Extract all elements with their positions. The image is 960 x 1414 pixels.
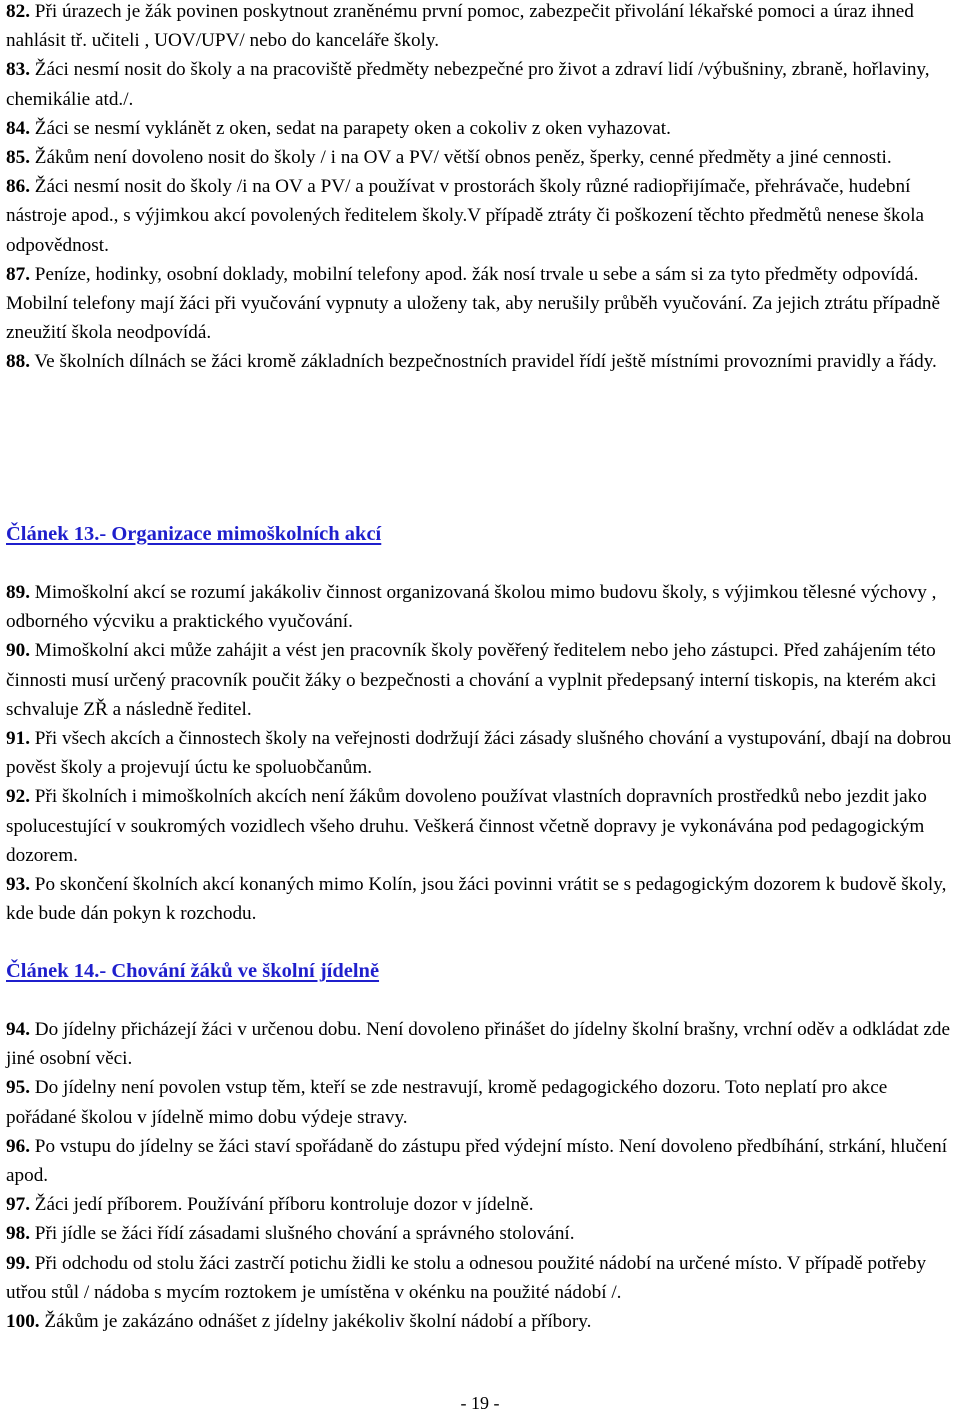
rule-paragraph <box>0 1015 960 1073</box>
rule-paragraph <box>0 1249 960 1307</box>
rule-number: 90. <box>6 640 30 662</box>
rule-paragraph <box>0 114 960 143</box>
rules-block-13 <box>0 578 960 928</box>
heading-13-text: Článek 13.- Organizace mimoškolních akcí <box>6 523 382 545</box>
rule-number: 98. <box>6 1223 30 1245</box>
rule-text: Při všech akcích a činnostech školy na veřejnosti dodržují žáci zásady slušného chování a vystupování, dbají na dobrou pověst školy a projevují úctu ke spoluobčanům. <box>6 728 952 779</box>
rule-text: Při odchodu od stolu žáci zastrčí potichu židli ke stolu a odnesou použité nádobí na určené místo. V případě potřeby utřou stůl / nádoba s mycím roztokem je umístěna v okénku na použité nádobí /. <box>6 1252 927 1303</box>
rule-text: Do jídelny přicházejí žáci v určenou dobu. Není dovoleno přinášet do jídelny školní brašny, vrchní oděv a odkládat zde jiné osobní věci. <box>6 1019 951 1070</box>
rule-text: Po skončení školních akcí konaných mimo Kolín, jsou žáci povinni vrátit se s pedagogickým dozorem k budově školy, kde bude dán pokyn k rozchodu. <box>6 874 947 925</box>
rule-paragraph <box>0 636 960 724</box>
rule-number: 97. <box>6 1194 30 1216</box>
rule-text: Peníze, hodinky, osobní doklady, mobilní telefony apod. žák nosí trvale u sebe a sám si za tyto předměty odpovídá. Mobilní telefony mají žáci při vyučování vypnuty a uloženy tak, aby nerušily průběh vyučování. Za jejich ztrátu případně zneužití škola neodpovídá. <box>6 263 941 344</box>
rule-text: Při školních i mimoškolních akcích není žákům dovoleno používat vlastních dopravních prostředků nebo jezdit jako spolucestující v soukromých vozidlech všeho druhu. Veškerá činnost včetně dopravy je vykonávána pod pedagogickým dozorem. <box>6 786 927 866</box>
rule-number: 82. <box>6 1 30 22</box>
rule-paragraph <box>0 1132 960 1190</box>
rule-paragraph <box>0 0 960 55</box>
rule-paragraph <box>0 347 960 376</box>
rule-paragraph <box>0 55 960 113</box>
rule-number: 91. <box>6 728 30 750</box>
rule-number: 85. <box>6 147 30 169</box>
rule-number: 95. <box>6 1077 30 1099</box>
rule-paragraph <box>0 143 960 172</box>
section-heading-13 <box>0 520 960 549</box>
rule-paragraph <box>0 172 960 260</box>
rule-text: Při úrazech je žák povinen poskytnout zraněnému první pomoc, zabezpečit přivolání lékařské pomoci a úraz ihned nahlásit tř. učiteli , UOV/UPV/ nebo do kanceláře školy. <box>6 1 914 52</box>
rule-number: 88. <box>6 351 30 373</box>
section-heading-14 <box>0 957 960 986</box>
rule-paragraph <box>0 1307 960 1336</box>
rule-text: Žáci nesmí nosit do školy /i na OV a PV/ a používat v prostorách školy různé radiopřijímače, přehrávače, hudební nástroje apod., s výjimkou akcí povolených ředitelem školy.V případě ztráty či poškození těchto předmětů nenese škola odpovědnost. <box>6 176 925 256</box>
rule-text: Mimoškolní akcí se rozumí jakákoliv činnost organizovaná školou mimo budovu školy, s výjimkou tělesné výchovy , odborného výcviku a praktického vyučování. <box>6 582 937 633</box>
rule-paragraph <box>0 1219 960 1248</box>
rule-paragraph <box>0 782 960 870</box>
rule-text: Po vstupu do jídelny se žáci staví spořádaně do zástupu před výdejní místo. Není dovoleno předbíhání, strkání, hlučení apod. <box>6 1135 948 1187</box>
rules-block-top <box>0 0 960 377</box>
rule-number: 89. <box>6 582 30 603</box>
rule-number: 92. <box>6 786 30 808</box>
rule-number: 99. <box>6 1252 30 1274</box>
rule-text: Žákům je zakázáno odnášet z jídelny jakékoliv školní nádobí a příbory. <box>39 1311 592 1333</box>
rule-number: 100. <box>6 1311 40 1333</box>
rule-number: 96. <box>6 1135 30 1157</box>
page-number: - 19 - <box>460 1393 500 1413</box>
rule-text: Do jídelny není povolen vstup těm, kteří se zde nestravují, kromě pedagogického dozoru. Toto neplatí pro akce pořádané školou v jídelně mimo dobu výdeje stravy. <box>6 1077 888 1128</box>
rule-paragraph <box>0 1190 960 1219</box>
rule-number: 93. <box>6 874 30 896</box>
rule-paragraph <box>0 1073 960 1131</box>
rule-text: Mimoškolní akci může zahájit a vést jen pracovník školy pověřený ředitelem nebo jeho zástupci. Před zahájením této činnosti musí určený pracovník poučit žáky o bezpečnosti a chování a vyplnit předepsaný interní tiskopis, na kterém akci schvaluje ZŘ a následně ředitel. <box>6 640 937 720</box>
rule-number: 87. <box>6 263 30 285</box>
rule-paragraph <box>0 578 960 636</box>
rule-text: Při jídle se žáci řídí zásadami slušného chování a správného stolování. <box>29 1223 575 1245</box>
rule-number: 86. <box>6 176 30 198</box>
rule-text: Žáci se nesmí vyklánět z oken, sedat na parapety oken a cokoliv z oken vyhazovat. <box>29 117 671 139</box>
rules-block-14 <box>0 1015 960 1336</box>
rule-text: Žáci nesmí nosit do školy a na pracoviště předměty nebezpečné pro život a zdraví lidí /výbušniny, zbraně, hořlaviny, chemikálie atd./. <box>6 59 930 110</box>
rule-number: 83. <box>6 59 30 81</box>
rule-text: Ve školních dílnách se žáci kromě základních bezpečnostních pravidel řídí ještě místními provozními pravidly a řády. <box>29 351 937 373</box>
rule-text: Žáci jedí příborem. Používání příboru kontroluje dozor v jídelně. <box>29 1194 534 1216</box>
rule-paragraph <box>0 724 960 782</box>
heading-14-text: Článek 14.- Chování žáků ve školní jídelně <box>6 960 380 982</box>
rule-paragraph <box>0 260 960 348</box>
rule-number: 84. <box>6 117 30 139</box>
rule-paragraph <box>0 870 960 928</box>
rule-text: Žákům není dovoleno nosit do školy / i na OV a PV/ větší obnos peněz, šperky, cenné předměty a jiné cennosti. <box>29 147 892 169</box>
rule-number: 94. <box>6 1019 30 1040</box>
